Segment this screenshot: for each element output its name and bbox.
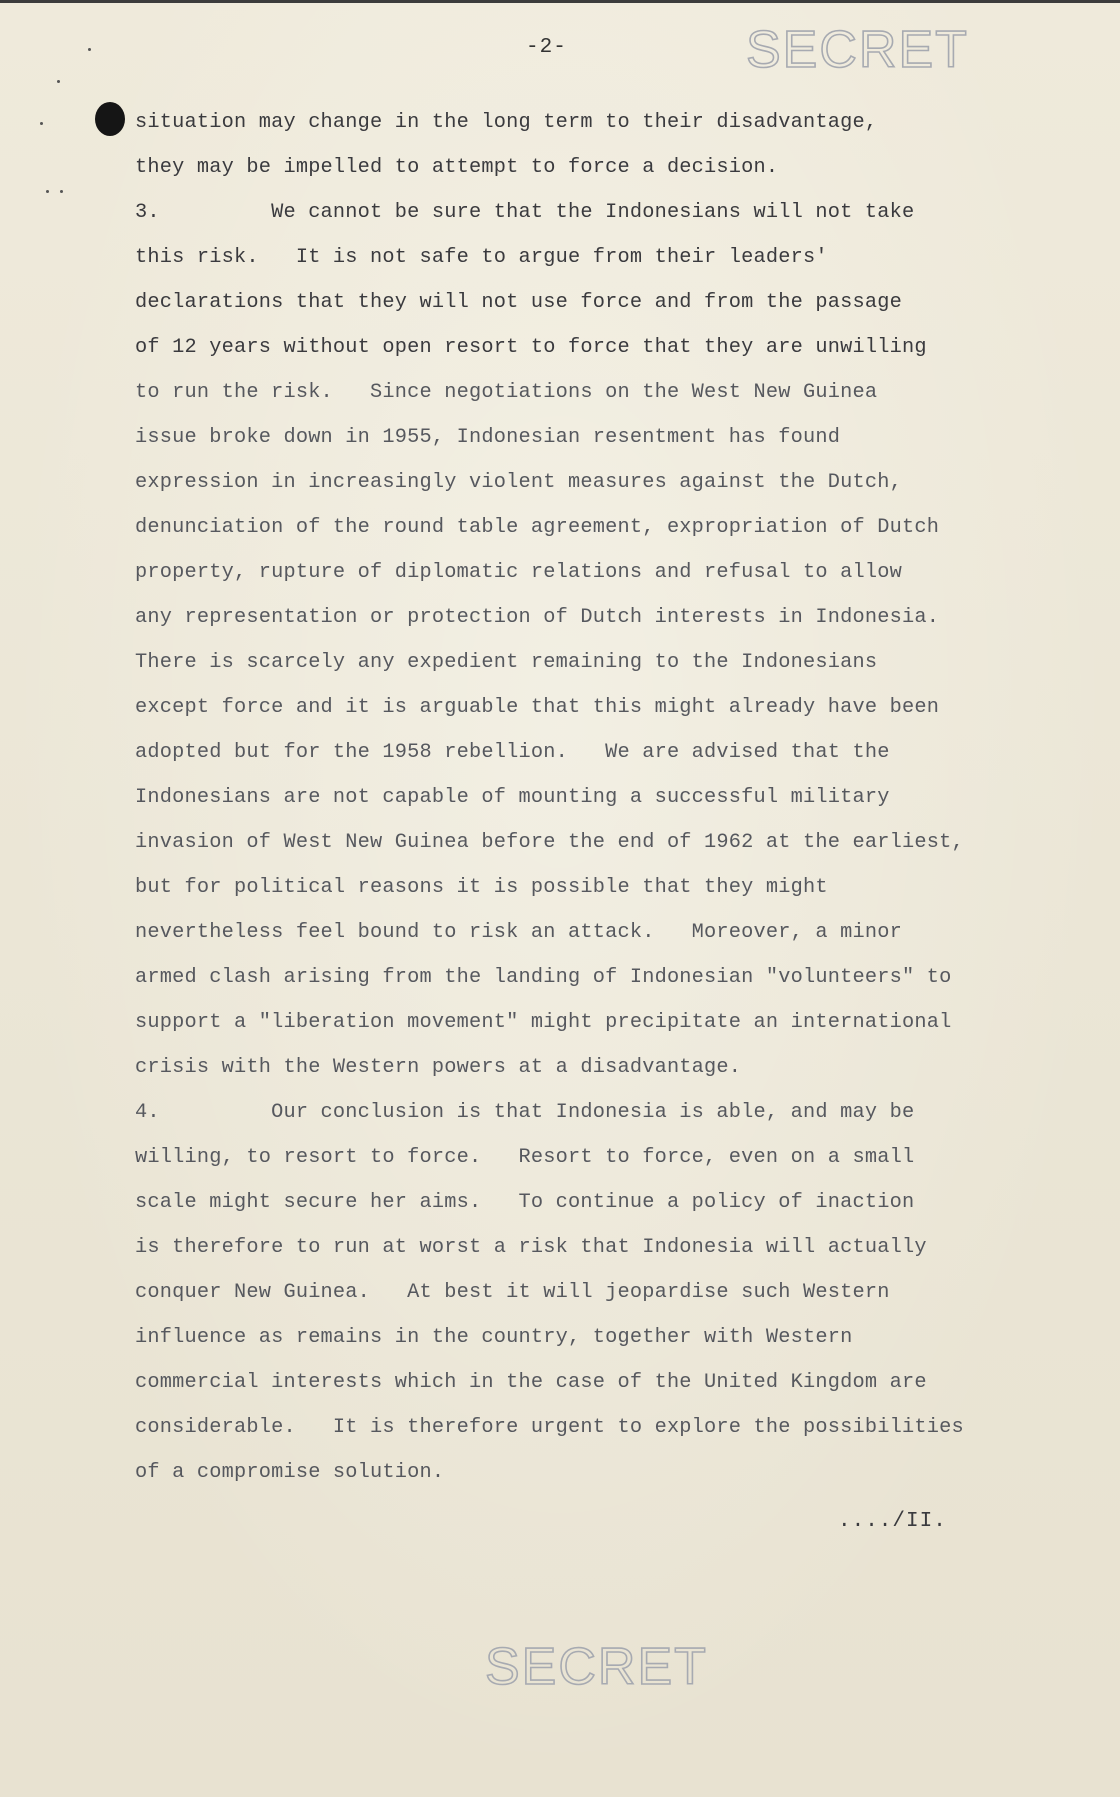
text-line: influence as remains in the country, together with Western (135, 1326, 853, 1349)
text-line: issue broke down in 1955, Indonesian resentment has found (135, 426, 841, 449)
text-line: is therefore to run at worst a risk that Indonesia will actually (135, 1236, 927, 1259)
text-line: declarations that they will not use force and from the passage (135, 291, 902, 314)
scan-speck (46, 190, 49, 193)
text-line: invasion of West New Guinea before the end of 1962 at the earliest, (135, 831, 964, 854)
page-number: -2- (526, 36, 567, 59)
scan-speck (60, 190, 63, 193)
text-line: denunciation of the round table agreement, expropriation of Dutch (135, 516, 940, 539)
text-line: but for political reasons it is possible that they might (135, 876, 828, 899)
document-body (135, 100, 1065, 1495)
text-line: 3. We cannot be sure that the Indonesians will not take (135, 201, 915, 224)
text-line: willing, to resort to force. Resort to force, even on a small (135, 1146, 915, 1169)
text-line: situation may change in the long term to their disadvantage, (135, 111, 878, 134)
text-line: scale might secure her aims. To continue a policy of inaction (135, 1191, 915, 1214)
text-line: support a "liberation movement" might precipitate an international (135, 1011, 952, 1034)
text-line: they may be impelled to attempt to force a decision. (135, 156, 779, 179)
scan-speck (40, 122, 43, 125)
text-line: property, rupture of diplomatic relations and refusal to allow (135, 561, 902, 584)
classification-stamp-bottom: SECRET (485, 1638, 708, 1696)
text-line: conquer New Guinea. At best it will jeopardise such Western (135, 1281, 890, 1304)
text-line: crisis with the Western powers at a disadvantage. (135, 1056, 742, 1079)
text-line: adopted but for the 1958 rebellion. We are advised that the (135, 741, 890, 764)
text-line: of a compromise solution. (135, 1461, 445, 1484)
text-line: considerable. It is therefore urgent to explore the possibilities (135, 1416, 964, 1439)
punch-hole-icon (95, 102, 125, 136)
text-line: except force and it is arguable that this might already have been (135, 696, 940, 719)
scan-speck (57, 80, 60, 83)
text-line: any representation or protection of Dutch interests in Indonesia. (135, 606, 940, 629)
text-line: expression in increasingly violent measures against the Dutch, (135, 471, 902, 494)
scan-top-edge (0, 0, 1120, 3)
text-line: commercial interests which in the case of the United Kingdom are (135, 1371, 927, 1394)
text-line: There is scarcely any expedient remaining to the Indonesians (135, 651, 878, 674)
text-line: nevertheless feel bound to risk an attack. Moreover, a minor (135, 921, 902, 944)
text-line: of 12 years without open resort to force that they are unwilling (135, 336, 927, 359)
scan-speck (88, 48, 91, 51)
classification-stamp-top: SECRET (746, 21, 969, 79)
text-line: this risk. It is not safe to argue from their leaders' (135, 246, 828, 269)
text-line: 4. Our conclusion is that Indonesia is able, and may be (135, 1101, 915, 1124)
continuation-marker: ..../II. (838, 1510, 947, 1533)
text-line: to run the risk. Since negotiations on the West New Guinea (135, 381, 878, 404)
text-line: armed clash arising from the landing of Indonesian "volunteers" to (135, 966, 952, 989)
text-line: Indonesians are not capable of mounting a successful military (135, 786, 890, 809)
